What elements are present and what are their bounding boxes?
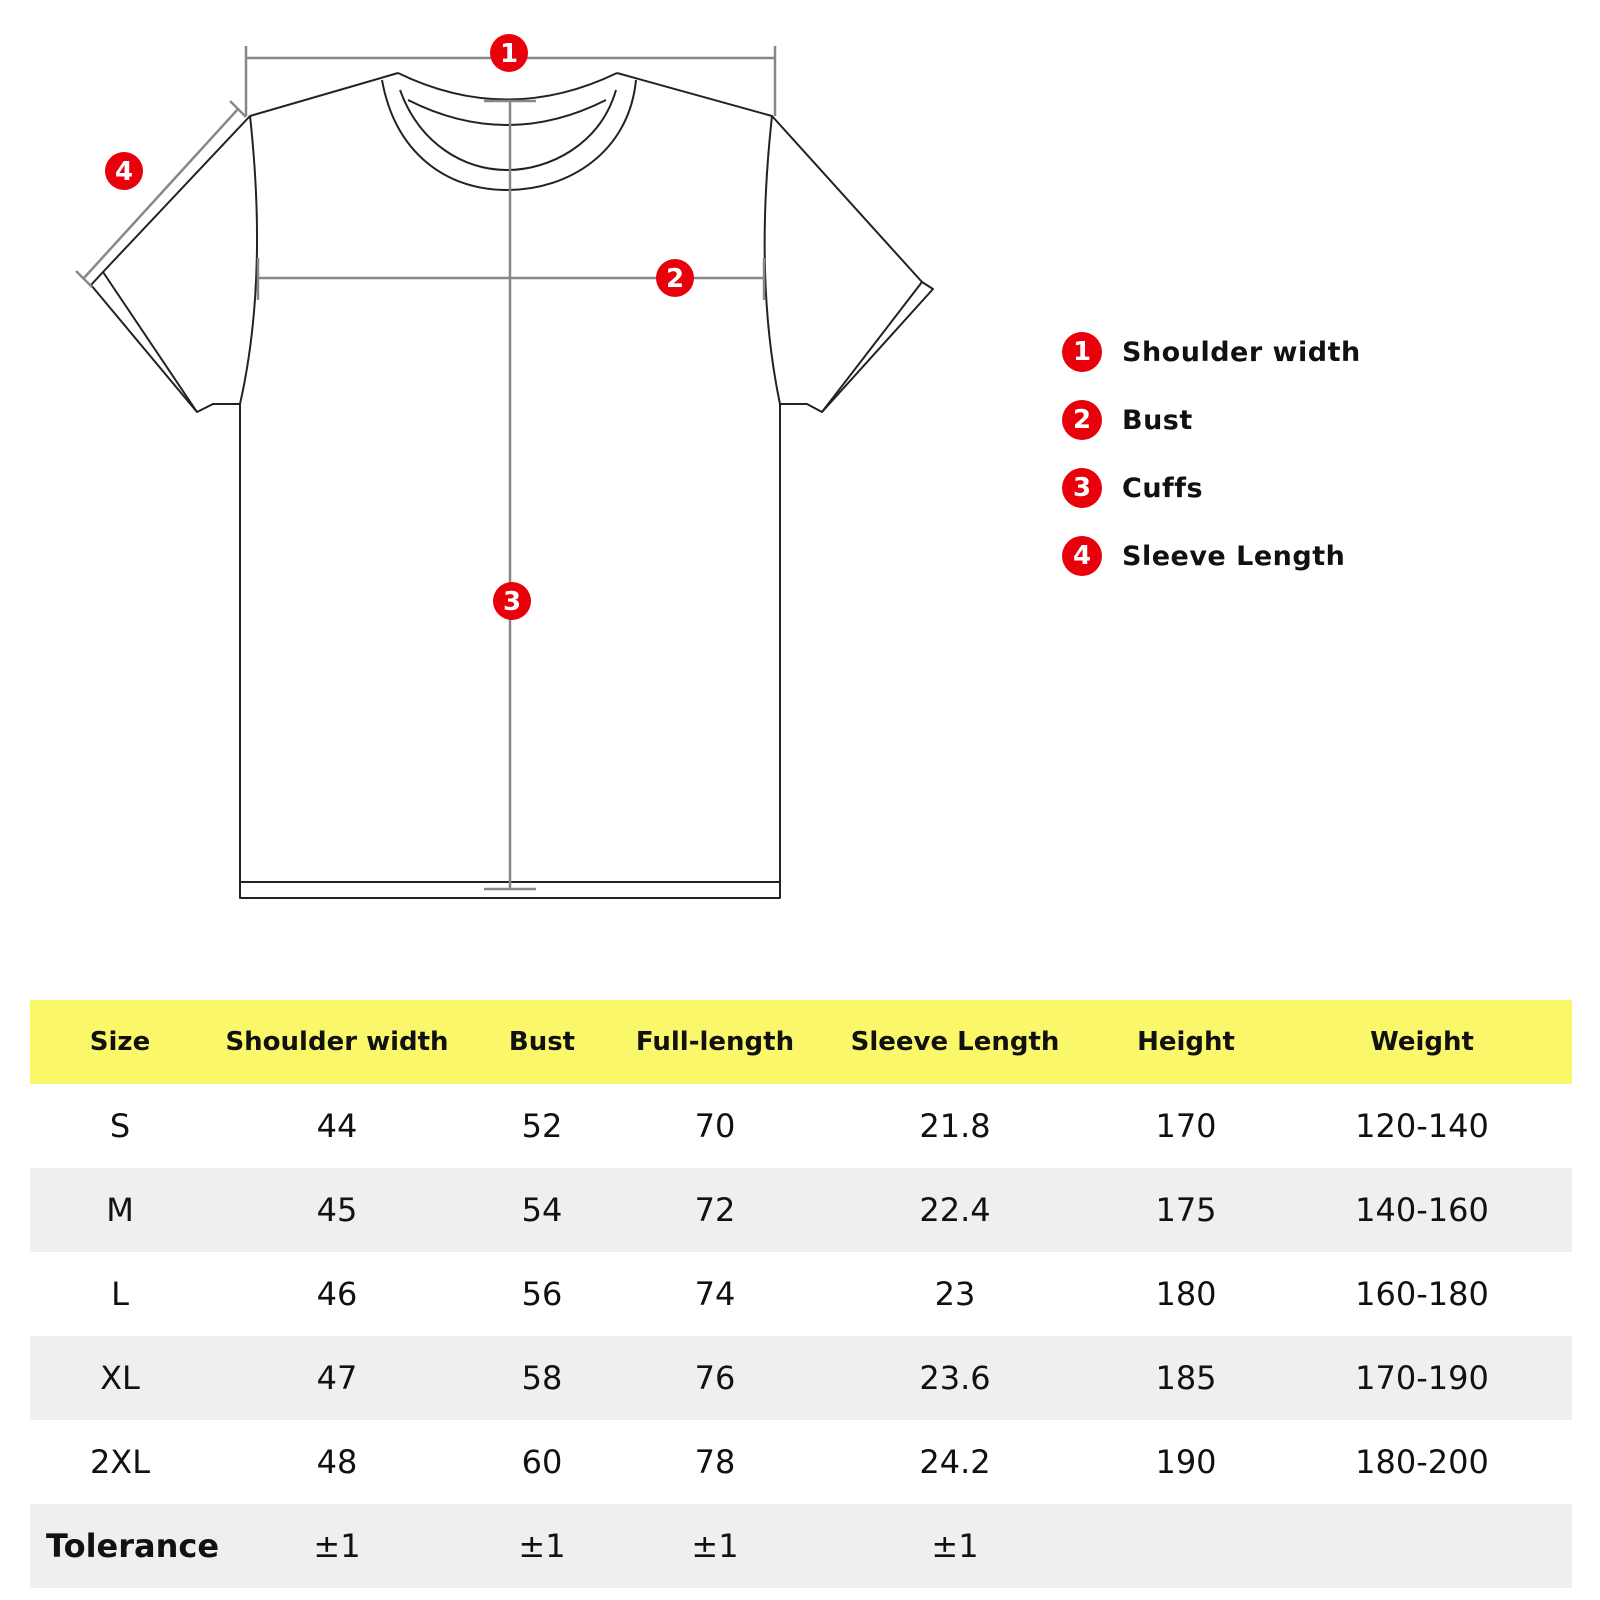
legend-item-bust [1062, 398, 1361, 442]
marker-4 [105, 152, 143, 190]
cell-shoulder-width: 47 [210, 1336, 464, 1420]
cell-size: S [109, 1107, 131, 1145]
cell-bust: 52 [521, 1107, 563, 1145]
cell-sleeve-length: 23 [934, 1275, 976, 1313]
tshirt-diagram [0, 0, 1000, 930]
cell-weight: 180-200 [1355, 1443, 1489, 1481]
cell-bust: 56 [521, 1275, 563, 1313]
cell-weight: 120-140 [1355, 1107, 1489, 1145]
cell-shoulder-width: 44 [316, 1107, 358, 1145]
legend-label: Sleeve Length [1122, 540, 1346, 572]
legend-badge: 1 [1062, 332, 1102, 372]
header-shoulder-width: Shoulder width [210, 1000, 464, 1084]
legend-label: Bust [1122, 404, 1193, 436]
cell-weight: 160-180 [1355, 1275, 1489, 1313]
cell-bust: 54 [464, 1168, 620, 1252]
table-row [30, 1084, 1572, 1168]
cell-size: L [111, 1275, 129, 1313]
cell-size: XL [30, 1336, 210, 1420]
tolerance-height [1100, 1504, 1272, 1588]
cell-sleeve-length: 21.8 [919, 1107, 991, 1145]
svg-text:4: 4 [114, 157, 134, 187]
marker-3 [493, 582, 531, 620]
cell-height: 190 [1155, 1443, 1217, 1481]
cell-shoulder-width: 45 [210, 1168, 464, 1252]
header-height: Height [1100, 1000, 1272, 1084]
cell-size: 2XL [89, 1443, 151, 1481]
cell-height: 175 [1100, 1168, 1272, 1252]
marker-1 [490, 34, 528, 72]
cell-sleeve-length: 23.6 [810, 1336, 1100, 1420]
cell-bust: 58 [464, 1336, 620, 1420]
header-bust: Bust [464, 1000, 620, 1084]
cell-shoulder-width: 48 [316, 1443, 358, 1481]
cell-shoulder-width: 46 [316, 1275, 358, 1313]
cell-height: 180 [1155, 1275, 1217, 1313]
cell-height: 170 [1155, 1107, 1217, 1145]
svg-text:2: 2 [665, 264, 685, 294]
table-row [30, 1168, 1572, 1252]
cell-sleeve-length: 22.4 [810, 1168, 1100, 1252]
legend-label: Cuffs [1122, 472, 1204, 504]
cell-bust: 60 [521, 1443, 563, 1481]
measurement-lines [76, 46, 775, 890]
header-full-length: Full-length [620, 1000, 810, 1084]
svg-text:1: 1 [499, 39, 519, 69]
size-chart-table [30, 1000, 1572, 1588]
cell-height: 185 [1100, 1336, 1272, 1420]
legend-badge: 4 [1062, 536, 1102, 576]
tshirt-outline [91, 73, 933, 898]
tolerance-row [30, 1504, 1572, 1588]
measurement-legend [1062, 330, 1361, 602]
tolerance-full-length: ±1 [620, 1504, 810, 1588]
tolerance-weight [1272, 1504, 1572, 1588]
cell-full-length: 78 [694, 1443, 736, 1481]
tolerance-sleeve-length: ±1 [810, 1504, 1100, 1588]
header-weight: Weight [1272, 1000, 1572, 1084]
legend-label: Shoulder width [1122, 336, 1361, 368]
legend-item-shoulder-width [1062, 330, 1361, 374]
cell-full-length: 76 [620, 1336, 810, 1420]
legend-badge: 3 [1062, 468, 1102, 508]
header-sleeve-length: Sleeve Length [810, 1000, 1100, 1084]
cell-weight: 140-160 [1272, 1168, 1572, 1252]
table-row [30, 1336, 1572, 1420]
legend-item-sleeve-length [1062, 534, 1361, 578]
table-header-row [30, 1000, 1572, 1084]
table-row [30, 1420, 1572, 1504]
marker-2 [656, 259, 694, 297]
cell-sleeve-length: 24.2 [919, 1443, 991, 1481]
table-row [30, 1252, 1572, 1336]
cell-full-length: 70 [694, 1107, 736, 1145]
svg-text:3: 3 [502, 587, 522, 617]
cell-weight: 170-190 [1272, 1336, 1572, 1420]
cell-size: M [30, 1168, 210, 1252]
tolerance-label: Tolerance [30, 1504, 210, 1588]
legend-item-cuffs [1062, 466, 1361, 510]
cell-full-length: 74 [694, 1275, 736, 1313]
legend-badge: 2 [1062, 400, 1102, 440]
tolerance-shoulder-width: ±1 [210, 1504, 464, 1588]
header-size: Size [30, 1000, 210, 1084]
tolerance-bust: ±1 [464, 1504, 620, 1588]
cell-full-length: 72 [620, 1168, 810, 1252]
